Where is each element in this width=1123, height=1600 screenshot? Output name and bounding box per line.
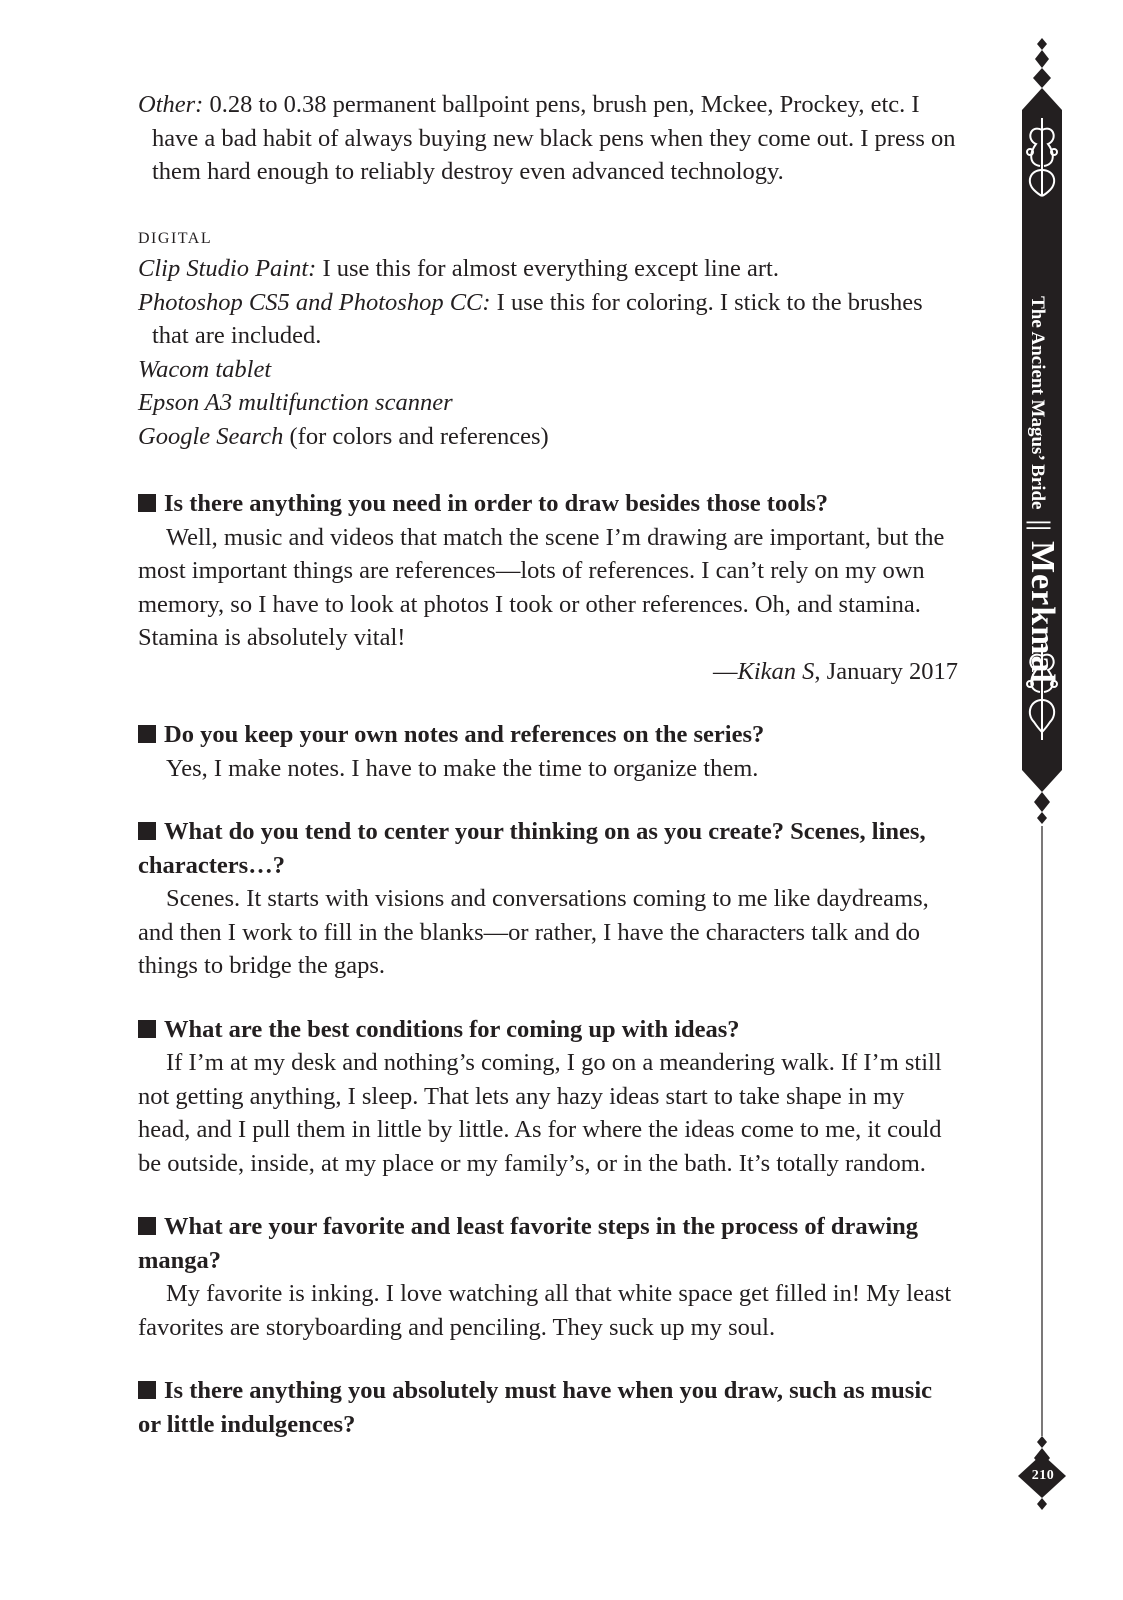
- question: [138, 487, 958, 521]
- page-body: [138, 88, 958, 1441]
- page-number: 210: [1031, 1468, 1055, 1483]
- digital-item: [138, 420, 958, 454]
- spacer: [138, 688, 958, 718]
- signature-dash: —: [713, 657, 738, 685]
- question: [138, 718, 958, 752]
- answer: Well, music and videos that match the scene I’m drawing are important, but the most important things are references—lots of references. I can’t rely on my own memory, so I have to look at photos I took or other references. Oh, and stamina. Stamina is absolutely vital!: [138, 523, 945, 651]
- digital-item: [138, 386, 958, 420]
- digital-item: [138, 252, 958, 286]
- question-text: What are your favorite and least favorite steps in the process of drawing manga?: [138, 1213, 918, 1274]
- question: [138, 1374, 958, 1441]
- square-bullet-icon: [138, 822, 156, 840]
- question-text: Is there anything you need in order to draw besides those tools?: [164, 490, 829, 517]
- digital-heading: digital: [138, 222, 213, 248]
- spacer: [138, 1180, 958, 1210]
- signature-name: Kikan S: [737, 657, 815, 685]
- diamond-chain-icon: [1034, 792, 1050, 824]
- section-title: Merkmal: [1024, 540, 1061, 684]
- spacer: [138, 785, 958, 815]
- digital-item: [138, 353, 958, 387]
- entry-label: Photoshop CS5 and Photoshop CC:: [138, 288, 491, 316]
- signature-date: , January 2017: [814, 657, 958, 685]
- answer: If I’m at my desk and nothing’s coming, I go on a meandering walk. If I’m still not getting anything, I sleep. That lets any hazy ideas start to take shape in my head, and I pull them in little by little. As for where the ideas come to me, it could be outside, inside, at my place or my family’s, or in the bath. It’s totally random.: [138, 1049, 942, 1177]
- entry-label: Wacom tablet: [138, 355, 272, 383]
- square-bullet-icon: [138, 1217, 156, 1235]
- diamond-chain-icon: [1033, 38, 1051, 88]
- entry-text: (for colors and references): [283, 422, 549, 450]
- entry-label: Google Search: [138, 422, 284, 450]
- question-text: What do you tend to center your thinking on as you create? Scenes, lines, characters…?: [138, 818, 926, 879]
- running-title-text: [1023, 296, 1061, 684]
- question-text: What are the best conditions for coming up with ideas?: [164, 1015, 740, 1043]
- running-title: [1002, 210, 1082, 770]
- title-divider: ||: [1026, 519, 1055, 531]
- answer: My favorite is inking. I love watching all that white space get filled in! My least favorites are storyboarding and penciling. They suck up my soul.: [138, 1280, 952, 1341]
- square-bullet-icon: [138, 725, 156, 743]
- entry-text: 0.28 to 0.38 permanent ballpoint pens, brush pen, Mckee, Prockey, etc. I have a bad habit of always buying new black pens when they come out. I press on them hard enough to reliably destroy even advanced technology.: [152, 91, 956, 185]
- entry-label: Epson A3 multifunction scanner: [138, 389, 453, 416]
- question: [138, 1013, 958, 1047]
- entry-label: Clip Studio Paint:: [138, 255, 317, 282]
- answer: Yes, I make notes. I have to make the time to organize them.: [166, 754, 759, 782]
- question: [138, 815, 958, 882]
- square-bullet-icon: [138, 494, 156, 512]
- square-bullet-icon: [138, 1020, 156, 1038]
- spacer: [138, 189, 958, 219]
- spacer: [138, 453, 958, 487]
- answer: Scenes. It starts with visions and conversations coming to me like daydreams, and then I work to fill in the blanks—or rather, I have the characters talk and do things to bridge the gaps.: [138, 885, 929, 979]
- digital-item: [138, 286, 958, 353]
- signature: [138, 655, 958, 689]
- entry-label: Other:: [138, 91, 204, 118]
- entry-text: I use this for almost everything except line art.: [316, 255, 779, 282]
- square-bullet-icon: [138, 1381, 156, 1399]
- entry-text: I use this for coloring. I stick to the brushes that are included.: [152, 288, 923, 349]
- spacer: [138, 983, 958, 1013]
- spacer: [138, 1344, 958, 1374]
- question-text: Do you keep your own notes and references on the series?: [164, 721, 765, 748]
- question-text: Is there anything you absolutely must have when you draw, such as music or little indulgences?: [138, 1377, 933, 1438]
- question: [138, 1210, 958, 1277]
- diamond-icon: [1037, 1498, 1047, 1510]
- book-subtitle: The Ancient Magus’ Bride: [1027, 296, 1048, 510]
- analog-other-entry: [138, 88, 958, 189]
